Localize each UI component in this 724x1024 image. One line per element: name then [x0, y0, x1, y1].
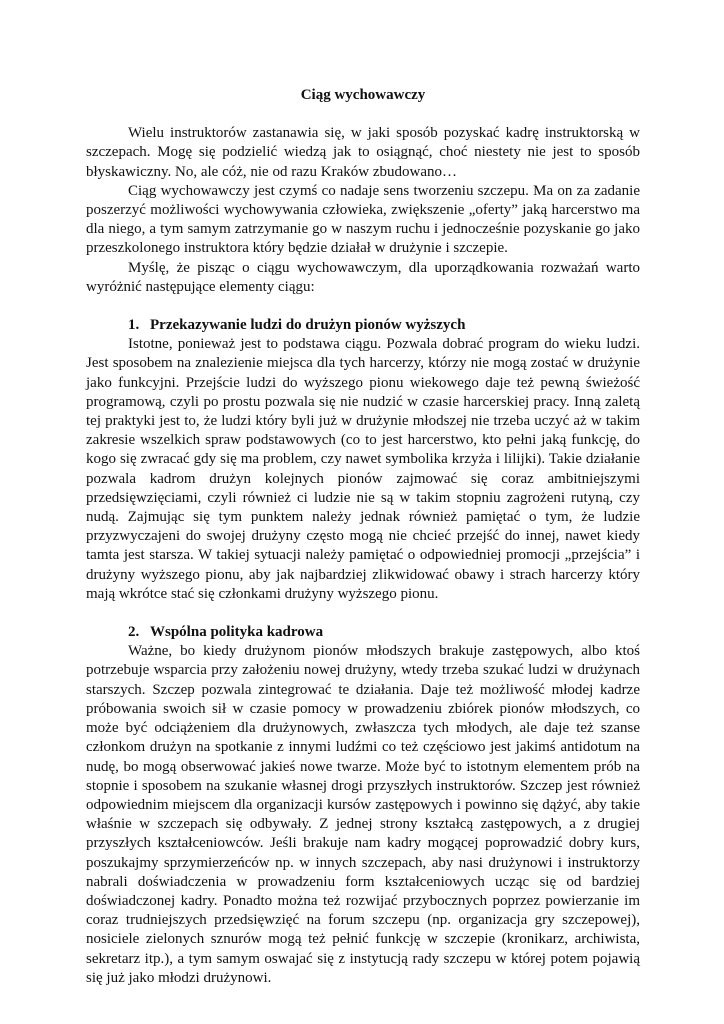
section-2-body: Ważne, bo kiedy drużynom pionów młodszych brakuje zastępowych, albo ktoś potrzebuje wsparcia przy założeniu nowej drużyny, wtedy trzeba szukać ludzi w drużynach starszych. Szczep pozwala zintegrować te działania. Daje też możliwość młodej kadrze próbowania swoich sił w czasie pomocy w prowadzeniu zbiórek pionów młodszych, co może być odciążeniem dla drużynowych, zwłaszcza tych młodych, ale daje też szanse członkom drużyn na spotkanie z innymi ludźmi co też częściowo jest jakimś antidotum na nudę, bo mogą obserwować jakieś nowe twarze. Może być to istotnym elementem prób na stopnie i sposobem na szukanie własnej drogi przyszłych instruktorów. Szczep jest również odpowiednim miejscem dla organizacji kursów zastępowych i powinno się dążyć, aby takie właśnie w szczepach się odbywały. Z jednej strony kształcą zastępowych, a z drugiej przyszłych kształceniowców. Jeśli brakuje nam kadry mogącej poprowadzić dobry kurs, poszukajmy sprzymierzeńców np. w innych szczepach, aby nasi drużynowi i instruktorzy nabrali doświadczenia w prowadzeniu form kształceniowych ucząc się od bardziej doświadczonej kadry. Ponadto można też rozwijać przybocznych poprzez powierzanie im coraz trudniejszych przedsięwzięć na forum szczepu (np. organizacja gry szczepowej), nosiciele zielonych sznurów mogą też pełnić funkcję w szczepie (kronikarz, archiwista, sekretarz itp.), a tym samym oswajać się z instytucją rady szczepu w której potem pojawią się już jako młodzi drużynowi.	[86, 643, 640, 986]
spacer	[86, 297, 640, 316]
section-2-number: 2.	[128, 624, 140, 641]
section-1-heading	[86, 316, 640, 335]
intro-paragraph-2: Ciąg wychowawczy jest czymś co nadaje sens tworzeniu szczepu. Ma on za zadanie poszerzyć możliwości wychowywania człowieka, zwiększenie „oferty” jaką harcerstwo ma dla niego, a tym samym zatrzymanie go w naszym ruchu i jednocześnie pozyskanie go jako przeszkolonego instruktora który będzie działał w drużynie i szczepie.	[86, 182, 640, 257]
section-1-body: Istotne, ponieważ jest to podstawa ciągu. Pozwala dobrać program do wieku ludzi. Jest sposobem na znalezienie miejsca dla tych harcerzy, którzy nie mogą zostać w drużynie jako funkcyjni. Przejście ludzi do wyższego pionu wiekowego daje też pewną świeżość programową, czyli po prostu pozwala się nie nudzić w czasie harcerskiej pracy. Inną zaletą tej praktyki jest to, że ludzi który byli już w drużynie młodszej nie trzeba uczyć aż w takim zakresie wszelkich spraw podstawowych (co to jest harcerstwo, kto pełni jaką funkcję, do kogo się zwracać gdy się ma problem, czy nawet symbolika krzyża i lilijki). Takie działanie pozwala kadrom drużyn kolejnych pionów zajmować się coraz ambitniejszymi przedsięwzięciami, czyli również ci ludzie nie są w takim stopniu zagrożeni rutyną, czy nudą. Zajmując się tym punktem należy jednak również pamiętać o tym, że ludzie przyzwyczajeni do swojej drużyny często mogą nie chcieć przejść do innej, nawet kiedy tamta jest starsza. W takiej sytuacji należy pamiętać o odpowiedniej promocji „przejścia” i drużyny wyższego pionu, aby jak najbardziej zlikwidować obawy i strach harcerzy który mają wkrótce stać się członkami drużyny wyższego pionu.	[86, 336, 640, 602]
section-1-title: Przekazywanie ludzi do drużyn pionów wyższych	[150, 317, 466, 334]
spacer	[86, 604, 640, 623]
document-title: Ciąg wychowawczy	[300, 87, 426, 103]
intro-paragraph-3: Myślę, że pisząc o ciągu wychowawczym, dla uporządkowania rozważań warto wyróżnić następujące elementy ciągu:	[86, 259, 640, 295]
section-2-title: Wspólna polityka kadrowa	[150, 624, 324, 641]
intro-paragraph-1: Wielu instruktorów zastanawia się, w jaki sposób pozyskać kadrę instruktorską w szczepach. Mogę się podzielić wiedzą jak to osiągnąć, choć niestety nie jest to sposób błyskawiczny. No, ale cóż, nie od razu Kraków zbudowano…	[86, 125, 640, 180]
section-2-heading	[86, 623, 640, 642]
section-1-number: 1.	[128, 317, 140, 334]
